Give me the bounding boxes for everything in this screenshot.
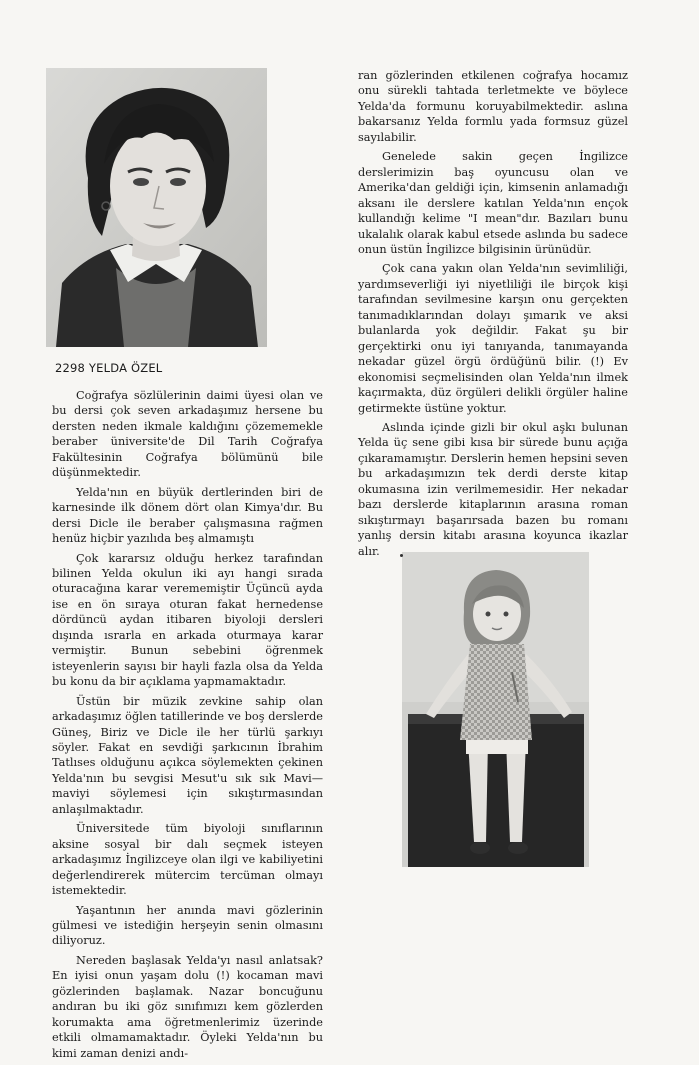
left-text-column [52,388,323,1065]
student-name-caption: 2298 YELDA ÖZEL [55,361,163,375]
right-text-column [358,68,628,563]
paragraph: Aslında içinde gizli bir okul aşkı bulunan Yelda üç sene gibi kısa bir sürede bunu açığa çıkaramamıştır. Derslerin hemen hepsini seven bu arkadaşımızın tek derdi derste kitap okumasına izin verilmemesidir. Her nekadar bazı derslerde kitaplarının arasına roman sıkıştırmayı başarırsada bazen bu romanı yanlış dersin kitabı arasına koyunca ikazlar alır. [358,420,628,558]
paragraph: Çok kararsız olduğu herkez tarafından bilinen Yelda okulun iki ayı hangi sırada oturacağına karar verememiştir Üçüncü ayda ise en ön sıraya oturan fakat hernedense dördüncü aydan itibaren biyoloji dersleri dışında ısrarla en arkada oturmaya karar vermiştir. Bunun sebebini öğrenmek isteyenlerin sayısı bir hayli fazla olsa da Yelda bu konu da bir açıklama yapmamaktadır. [52,551,323,689]
portrait-photo-drawing [46,68,267,347]
paragraph: Genelede sakin geçen İngilizce derslerimizin baş oyuncusu olan ve Amerika'dan geldiği için, kimsenin anlamadığı aksanı ile derslere katılan Yelda'nın ençok kullandığı kelime "I mean"dır. Bazıları bunu ukalalık olarak kabul etsede aslında bu sadece onun üstün İngilizce bilgisinin ürünüdür. [358,150,628,256]
childhood-photo [402,552,589,867]
paragraph: Çok cana yakın olan Yelda'nın sevimliliği, yardımseverliği iyi niyetliliği ile birçok kişi tarafından sevilmesine karşın onu gerçekten tanımadıklarından dolayı şımarık ve aksi bulanlarda yok değildir. Fakat şu bir gerçektirki onu iyi tanıyanda, tanımayanda nekadar güzel örgü ördüğünü bilir. (!) Ev ekonomisi seçmelisinden olan Yelda'nın ilmek kaçırmakta, düz örgüleri delikli örgüler haline getirmekte üstüne yoktur. [358,262,628,415]
paragraph: Üstün bir müzik zevkine sahip olan arkadaşımız öğlen tatillerinde ve boş derslerde Güneş, Biriz ve Dicle ile her türlü şarkıyı söyler. Fakat en sevdiği şarkıcının İbrahim Tatlıses olduğunu açıkca söylemekten çekinen Yelda'nın bu sevgisi Mesut'u sık sık Mavi—maviyi söylemesi için sıkıştırmasından anlaşılmaktadır. [52,694,323,816]
paragraph: Yelda'nın en büyük dertlerinden biri de karnesinde ilk dönem dört olan Kimya'dır. Bu dersi Dicle ile beraber çalışmasına rağmen henüz hiçbir yazılıda beş almamıştı [52,485,323,546]
paragraph: Üniversitede tüm biyoloji sınıflarının aksine sosyal bir dalı seçmek isteyen arkadaşımız İngilizceye olan ilgi ve kabiliyetini değerlendirerek mütercim tercüman olmayı istemektedir. [52,822,323,898]
portrait-photo [46,68,267,347]
paragraph: Nereden başlasak Yelda'yı nasıl anlatsak? En iyisi onun yaşam dolu (!) kocaman mavi gözlerinden başlamak. Nazar boncuğunu andıran bu iki göz sınıfımızı kem gözlerden korumakta ama öğretmenlerimiz üzerinde etkili olmamamaktadır. Öyleki Yelda'nın bu kimi zaman denizi andı- [52,953,323,1060]
print-speck [400,554,403,557]
paragraph: Yaşantının her anında mavi gözlerinin gülmesi ve istediğin herşeyin senin olmasını diliyoruz. [52,903,323,948]
paragraph: ran gözlerinden etkilenen coğrafya hocamız onu sürekli tahtada terletmekte ve böylece Yelda'da formunu koruyabilmektedir. aslına bakarsanız Yelda formlu yada formsuz güzel sayılabilir. [358,69,628,144]
childhood-photo-drawing [402,552,589,867]
paragraph: Coğrafya sözlülerinin daimi üyesi olan ve bu dersi çok seven arkadaşımız hersene bu dersten neden ikmale kaldığını çözememekle beraber üniversite'de Dil Tarih Coğrafya Fakültesinin Coğrafya bölümünü bile düşünmektedir. [52,389,323,480]
